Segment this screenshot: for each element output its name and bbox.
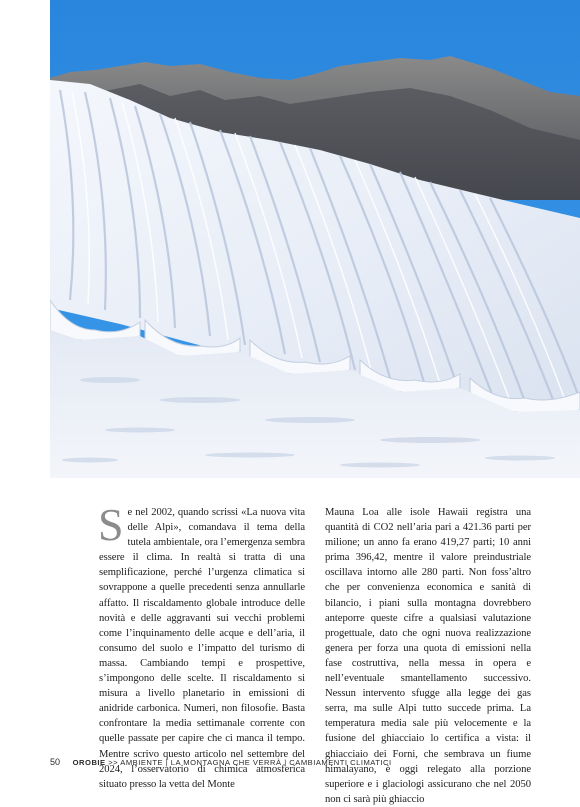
glacier-photo-illustration — [50, 0, 580, 478]
drop-cap: S — [98, 499, 124, 550]
article-column-left — [98, 499, 306, 792]
section-breadcrumb: >> AMBIENTE | LA MONTAGNA CHE VERRÀ | CAMBIAMENTI CLIMATICI — [108, 758, 392, 767]
article-text-left: e nel 2002, quando scrissi «La nuova vita delle Alpi», comandava il tema della tutela ambientale, ora l’emergenza sembra essere il clima. In realtà si tratta di una semplificazione, perché l’urgenza climatica si sovrappone a quelle precedenti senza annullarle affatto. Il riscaldamento globale introduce delle novità e delle aggravanti sui vecchi problemi come l’inquinamento delle acque e dell’aria, il consumo del suolo e l’impatto del turismo di massa. Cambiando tempi e prospettive, s’impongono delle scelte. Il riscaldamento si misura a livello planetario in emissioni di anidride carbonica. Numeri, non filosofie. Basta confrontare la media settimanale corrente con quelle passate per capire che ci manca il tempo. Mentre scrivo questo articolo nel settembre del 2024, l’osservatorio di chimica atmosferica situato presso la vetta del Monte — [99, 507, 306, 790]
page-footer — [50, 757, 392, 767]
magazine-name: OROBIE — [72, 758, 106, 767]
glacier-cover-photo — [50, 0, 580, 478]
page-number: 50 — [50, 757, 61, 767]
article-text-right: Mauna Loa alle isole Hawaii registra una quantità di CO2 nell’aria pari a 421.36 parti per milione; un anno fa erano 419,27 parti; 10 anni prima 396,42, mentre il valore preindustriale oscillava intorno alle 280 parti. Non foss’altro che per convenienza economica e sanità di bilancio, i piani sulla montagna dovrebbero anteporre queste cifre a qualsiasi valutazione progettuale, dato che ogni nuova realizzazione genera per forza una quota di emissioni nella fase costruttiva, nella messa in opera e nell’eventuale smantellamento successivo. Nessun intervento sfugge alla legge dei gas serra, ma sulle Alpi tutto succede prima. La temperatura media sale più velocemente e la fusione del ghiacciaio lo certifica a vista: il ghiacciaio dei Forni, che sembrava un fiume himalayano, è oggi relegato alla porzione superiore e i glaciologi assicurano che nel 2050 non ci sarà più ghiaccio — [325, 507, 531, 805]
